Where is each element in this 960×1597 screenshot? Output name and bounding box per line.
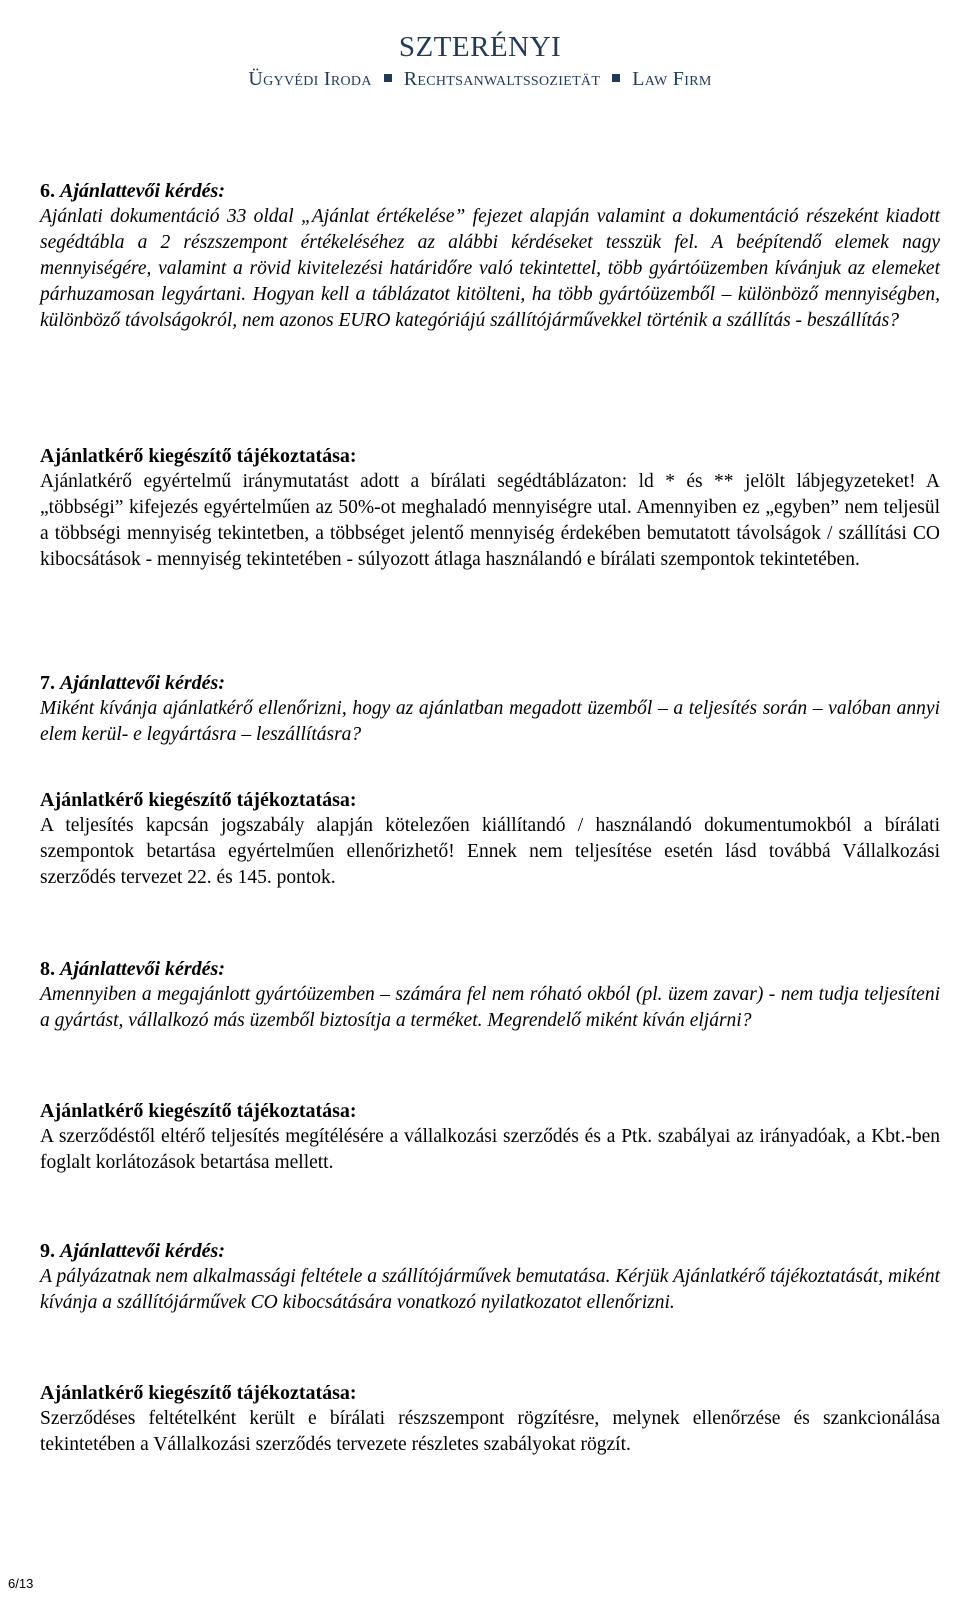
question-text: A pályázatnak nem alkalmassági feltétele a szállítójárművek bemutatása. Kérjük Ajánlatkérő tájékoztatását, miként kívánja a szállítójárművek CO kibocsátására vonatkozó nyilatkozatot ellenőrizni. [40, 1266, 940, 1313]
answer-7 [40, 787, 940, 891]
firm-subtitle-en: Law Firm [632, 68, 712, 90]
answer-label: Ajánlatkérő kiegészítő tájékoztatása: [40, 1382, 357, 1404]
question-number: 6. [40, 180, 55, 202]
answer-label: Ajánlatkérő kiegészítő tájékoztatása: [40, 1100, 357, 1122]
question-title [40, 178, 940, 204]
question-7 [40, 670, 940, 748]
firm-name: SZTERÉNYI [398, 31, 562, 63]
firm-subtitle-hu: Ügyvédi Iroda [248, 68, 372, 90]
question-label: Ajánlattevői kérdés: [60, 1240, 225, 1262]
answer-text: A szerződéstől eltérő teljesítés megítélésére a vállalkozási szerződés és a Ptk. szabályai az irányadóak, a Kbt.-ben foglalt korlátozások betartása mellett. [40, 1126, 940, 1173]
answer-text: A teljesítés kapcsán jogszabály alapján kötelezően kiállítandó / használandó dokumentumokból a bírálati szempontok betartása egyértelműen ellenőrizhető! Ennek nem teljesítése esetén lásd továbbá Vállalkozási szerződés tervezet 22. és 145. pontok. [40, 815, 940, 888]
question-title [40, 1238, 940, 1264]
letterhead [0, 28, 960, 92]
answer-8 [40, 1098, 940, 1176]
answer-label: Ajánlatkérő kiegészítő tájékoztatása: [40, 789, 357, 811]
question-text: Ajánlati dokumentáció 33 oldal „Ajánlat értékelése” fejezet alapján valamint a dokumentáció részeként kiadott segédtábla a 2 részszempont értékeléséhez az alábbi kérdéseket tesszük fel. A beépítendő elemek nagy mennyiségére, valamint a rövid kivitelezési határidőre való tekintettel, több gyártóüzemben kívánjuk az elemeket párhuzamosan legyártani. Hogyan kell a táblázatot kitölteni, ha több gyártóüzemből – különböző mennyiségben, különböző távolságokról, nem azonos EURO kategóriájú szállítójárművekkel történik a szállítás - beszállítás? [40, 206, 940, 331]
question-title [40, 670, 940, 696]
square-bullet-icon [612, 74, 620, 82]
question-9 [40, 1238, 940, 1316]
answer-label: Ajánlatkérő kiegészítő tájékoztatása: [40, 445, 357, 467]
question-title [40, 956, 940, 982]
firm-subtitle [0, 66, 960, 92]
answer-9 [40, 1380, 940, 1458]
question-label: Ajánlattevői kérdés: [60, 958, 225, 980]
question-8 [40, 956, 940, 1034]
question-number: 9. [40, 1240, 55, 1262]
question-label: Ajánlattevői kérdés: [60, 180, 225, 202]
firm-subtitle-de: Rechtsanwaltssozietät [403, 68, 601, 90]
question-label: Ajánlattevői kérdés: [60, 672, 225, 694]
answer-text: Szerződéses feltételként került e bírálati részszempont rögzítésre, melynek ellenőrzése és szankcionálása tekintetében a Vállalkozási szerződés tervezete részletes szabályokat rögzít. [40, 1408, 940, 1455]
question-text: Amennyiben a megajánlott gyártóüzemben – számára fel nem róható okból (pl. üzem zavar) - nem tudja teljesíteni a gyártást, vállalkozó más üzemből biztosítja a terméket. Megrendelő miként kíván eljárni? [40, 984, 940, 1031]
question-number: 7. [40, 672, 55, 694]
question-number: 8. [40, 958, 55, 980]
question-6 [40, 178, 940, 334]
answer-6 [40, 443, 940, 573]
question-text: Miként kívánja ajánlatkérő ellenőrizni, hogy az ajánlatban megadott üzemből – a teljesítés során – valóban annyi elem kerül- e legyártásra – leszállításra? [40, 698, 940, 745]
square-bullet-icon [384, 74, 392, 82]
answer-text: Ajánlatkérő egyértelmű iránymutatást adott a bírálati segédtáblázaton: ld * és ** jelölt lábjegyzeteket! A „többségi” kifejezés egyértelműen az 50%-ot meghaladó mennyiségre utal. Amennyiben ez „egyben” nem teljesül a többségi mennyiség tekintetben, a többséget jelentő mennyiség érdekében bemutatott távolságok / szállítási CO kibocsátások - mennyiség tekintetében - súlyozott átlaga használandó e bírálati szempontok tekintetében. [40, 471, 940, 570]
page-number: 6/13 [8, 1576, 34, 1591]
